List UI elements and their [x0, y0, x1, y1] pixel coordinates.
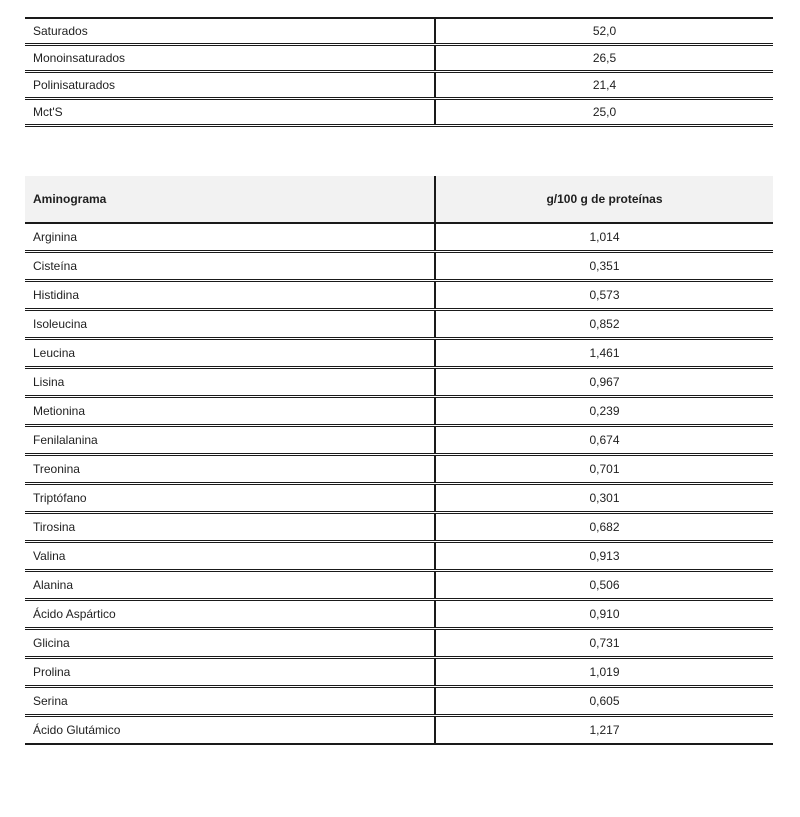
row-value-cell: 0,301: [435, 484, 773, 513]
row-value-cell: 0,701: [435, 455, 773, 484]
table-row: [25, 629, 773, 658]
row-label-cell: Mct'S: [25, 99, 435, 126]
row-label-cell: Lisina: [25, 368, 435, 397]
table-row: [25, 45, 773, 72]
row-label-cell: Treonina: [25, 455, 435, 484]
row-value-cell: 0,731: [435, 629, 773, 658]
row-label-cell: Valina: [25, 542, 435, 571]
table-row: [25, 339, 773, 368]
table-row: [25, 687, 773, 716]
row-value-cell: 21,4: [435, 72, 773, 99]
row-label-cell: Tirosina: [25, 513, 435, 542]
row-value-cell: 0,239: [435, 397, 773, 426]
row-label-cell: Serina: [25, 687, 435, 716]
table-row: [25, 281, 773, 310]
row-value-cell: 0,852: [435, 310, 773, 339]
table-row: [25, 716, 773, 745]
table-row: [25, 571, 773, 600]
row-value-cell: 0,913: [435, 542, 773, 571]
fat-composition-table: [25, 17, 773, 127]
row-value-cell: 0,351: [435, 252, 773, 281]
table-row: [25, 223, 773, 252]
row-value-cell: 0,910: [435, 600, 773, 629]
row-label-cell: Metionina: [25, 397, 435, 426]
table-row: [25, 310, 773, 339]
row-value-cell: 0,506: [435, 571, 773, 600]
row-value-cell: 1,461: [435, 339, 773, 368]
table-row: [25, 18, 773, 45]
row-label-cell: Leucina: [25, 339, 435, 368]
aminogram-header-label: Aminograma: [25, 176, 435, 223]
row-label-cell: Saturados: [25, 18, 435, 45]
document-page: [0, 17, 800, 745]
row-label-cell: Isoleucina: [25, 310, 435, 339]
row-value-cell: 52,0: [435, 18, 773, 45]
table-row: [25, 513, 773, 542]
table-row: [25, 397, 773, 426]
table-row: [25, 484, 773, 513]
row-label-cell: Cisteína: [25, 252, 435, 281]
row-label-cell: Histidina: [25, 281, 435, 310]
row-value-cell: 0,674: [435, 426, 773, 455]
row-label-cell: Glicina: [25, 629, 435, 658]
table-row: [25, 252, 773, 281]
aminogram-table: [25, 176, 773, 745]
table-row: [25, 600, 773, 629]
table-row: [25, 368, 773, 397]
row-label-cell: Ácido Glutámico: [25, 716, 435, 745]
row-label-cell: Monoinsaturados: [25, 45, 435, 72]
row-value-cell: 1,014: [435, 223, 773, 252]
row-value-cell: 0,967: [435, 368, 773, 397]
row-label-cell: Triptófano: [25, 484, 435, 513]
row-value-cell: 1,217: [435, 716, 773, 745]
row-value-cell: 0,682: [435, 513, 773, 542]
row-label-cell: Polinisaturados: [25, 72, 435, 99]
aminogram-header-row: [25, 176, 773, 223]
table-row: [25, 455, 773, 484]
table-row: [25, 99, 773, 126]
table-row: [25, 426, 773, 455]
row-label-cell: Fenilalanina: [25, 426, 435, 455]
row-value-cell: 25,0: [435, 99, 773, 126]
row-value-cell: 26,5: [435, 45, 773, 72]
row-label-cell: Alanina: [25, 571, 435, 600]
table-row: [25, 658, 773, 687]
row-value-cell: 0,573: [435, 281, 773, 310]
table-row: [25, 72, 773, 99]
row-label-cell: Arginina: [25, 223, 435, 252]
row-label-cell: Prolina: [25, 658, 435, 687]
row-value-cell: 1,019: [435, 658, 773, 687]
aminogram-header-unit: g/100 g de proteínas: [435, 176, 773, 223]
table-row: [25, 542, 773, 571]
row-label-cell: Ácido Aspártico: [25, 600, 435, 629]
row-value-cell: 0,605: [435, 687, 773, 716]
